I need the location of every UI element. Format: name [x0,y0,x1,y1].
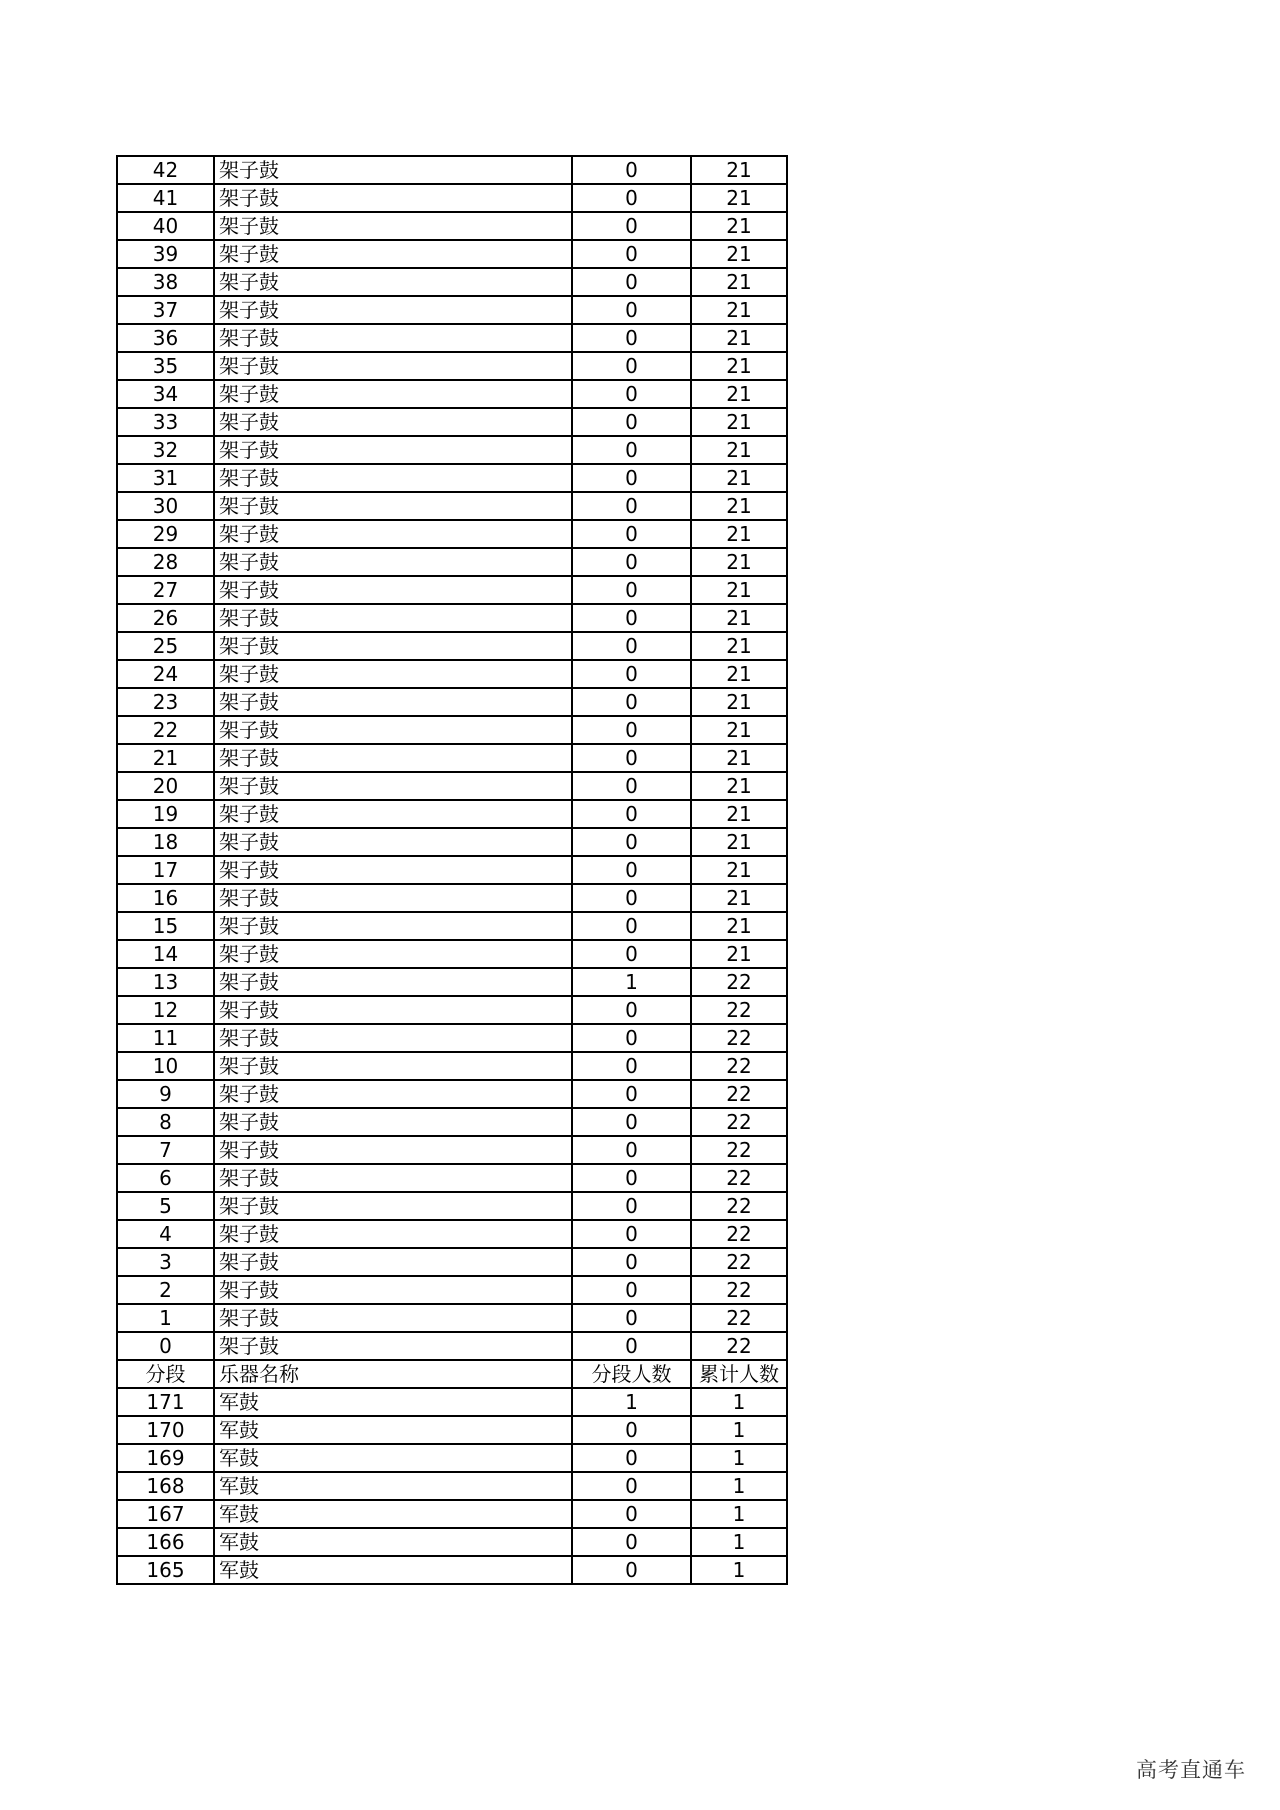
instrument-cell: 架子鼓 [214,744,572,772]
score-cell: 40 [117,212,214,240]
score-cell: 41 [117,184,214,212]
instrument-cell: 架子鼓 [214,492,572,520]
score-cell: 16 [117,884,214,912]
score-cell: 26 [117,604,214,632]
table-row [117,1416,787,1444]
score-cell: 169 [117,1444,214,1472]
segment-count-cell: 0 [572,240,691,268]
segment-count-cell: 0 [572,464,691,492]
table-row [117,1220,787,1248]
segment-count-cell: 0 [572,268,691,296]
segment-count-cell: 0 [572,884,691,912]
table-row [117,352,787,380]
table-row [117,156,787,184]
cumulative-count-cell: 21 [691,324,787,352]
cumulative-count-cell: 1 [691,1416,787,1444]
table-row [117,324,787,352]
instrument-cell: 架子鼓 [214,912,572,940]
score-cell: 23 [117,688,214,716]
segment-count-cell: 0 [572,408,691,436]
score-cell: 31 [117,464,214,492]
instrument-cell: 架子鼓 [214,436,572,464]
table-row [117,1388,787,1416]
instrument-cell: 架子鼓 [214,156,572,184]
instrument-cell: 架子鼓 [214,324,572,352]
cumulative-count-cell: 21 [691,772,787,800]
segment-count-cell: 0 [572,1556,691,1584]
segment-count-cell: 0 [572,1500,691,1528]
table-row [117,492,787,520]
cumulative-count-cell: 1 [691,1444,787,1472]
cumulative-count-cell: 21 [691,492,787,520]
segment-count-cell: 0 [572,436,691,464]
cumulative-count-cell: 21 [691,156,787,184]
cumulative-count-cell: 21 [691,716,787,744]
segment-count-cell: 0 [572,1416,691,1444]
score-cell: 17 [117,856,214,884]
segment-count-cell: 0 [572,1164,691,1192]
instrument-cell: 军鼓 [214,1388,572,1416]
table-row [117,940,787,968]
score-cell: 6 [117,1164,214,1192]
segment-count-cell: 0 [572,1472,691,1500]
instrument-cell: 架子鼓 [214,856,572,884]
segment-count-cell: 0 [572,1080,691,1108]
segment-count-cell: 0 [572,744,691,772]
table-row [117,688,787,716]
table-row [117,268,787,296]
table-row [117,1304,787,1332]
table-row [117,408,787,436]
table-row [117,1528,787,1556]
table-row [117,884,787,912]
score-cell: 14 [117,940,214,968]
score-cell: 9 [117,1080,214,1108]
instrument-cell: 军鼓 [214,1444,572,1472]
segment-count-cell: 0 [572,1108,691,1136]
table-row [117,548,787,576]
score-cell: 20 [117,772,214,800]
score-cell: 11 [117,1024,214,1052]
table-row [117,520,787,548]
segment-count-cell: 0 [572,548,691,576]
segment-count-cell: 0 [572,1192,691,1220]
segment-count-cell: 0 [572,1444,691,1472]
segment-count-cell: 0 [572,492,691,520]
instrument-cell: 架子鼓 [214,884,572,912]
score-cell: 167 [117,1500,214,1528]
watermark: 高考直通车 [1136,1758,1246,1782]
table-row [117,632,787,660]
table-row [117,1080,787,1108]
score-cell: 42 [117,156,214,184]
score-cell: 35 [117,352,214,380]
instrument-cell: 架子鼓 [214,996,572,1024]
table-row [117,464,787,492]
score-cell: 22 [117,716,214,744]
cumulative-count-cell: 21 [691,520,787,548]
cumulative-count-cell: 21 [691,828,787,856]
segment-count-cell: 0 [572,212,691,240]
table-row [117,772,787,800]
cumulative-count-cell: 22 [691,996,787,1024]
score-cell: 13 [117,968,214,996]
table-row [117,1108,787,1136]
table-row [117,1276,787,1304]
table-row [117,1136,787,1164]
instrument-cell: 架子鼓 [214,1192,572,1220]
instrument-cell: 架子鼓 [214,520,572,548]
instrument-cell: 架子鼓 [214,1304,572,1332]
instrument-cell: 架子鼓 [214,1332,572,1360]
table-row [117,1052,787,1080]
score-cell: 分段 [117,1360,214,1388]
score-table-body [117,156,787,1584]
segment-count-cell: 1 [572,968,691,996]
segment-count-cell: 0 [572,380,691,408]
instrument-cell: 架子鼓 [214,1108,572,1136]
table-row [117,380,787,408]
instrument-cell: 架子鼓 [214,212,572,240]
cumulative-count-cell: 累计人数 [691,1360,787,1388]
cumulative-count-cell: 1 [691,1500,787,1528]
cumulative-count-cell: 22 [691,1164,787,1192]
score-cell: 24 [117,660,214,688]
instrument-cell: 军鼓 [214,1472,572,1500]
score-cell: 8 [117,1108,214,1136]
instrument-cell: 架子鼓 [214,604,572,632]
score-cell: 28 [117,548,214,576]
segment-count-cell: 0 [572,996,691,1024]
cumulative-count-cell: 1 [691,1556,787,1584]
instrument-cell: 架子鼓 [214,940,572,968]
segment-count-cell: 0 [572,632,691,660]
instrument-cell: 架子鼓 [214,1248,572,1276]
table-row [117,1556,787,1584]
instrument-cell: 架子鼓 [214,576,572,604]
segment-count-cell: 0 [572,324,691,352]
score-cell: 18 [117,828,214,856]
segment-count-cell: 0 [572,912,691,940]
segment-count-cell: 0 [572,1276,691,1304]
instrument-cell: 架子鼓 [214,1080,572,1108]
segment-count-cell: 0 [572,576,691,604]
table-row [117,1332,787,1360]
score-cell: 5 [117,1192,214,1220]
score-cell: 12 [117,996,214,1024]
instrument-cell: 乐器名称 [214,1360,572,1388]
score-cell: 37 [117,296,214,324]
segment-count-cell: 0 [572,1220,691,1248]
cumulative-count-cell: 22 [691,1304,787,1332]
instrument-cell: 架子鼓 [214,548,572,576]
table-row [117,1444,787,1472]
table-row [117,968,787,996]
segment-count-cell: 0 [572,184,691,212]
table-row [117,184,787,212]
segment-count-cell: 0 [572,1304,691,1332]
score-cell: 19 [117,800,214,828]
segment-count-cell: 0 [572,660,691,688]
instrument-cell: 架子鼓 [214,380,572,408]
instrument-cell: 架子鼓 [214,464,572,492]
score-cell: 168 [117,1472,214,1500]
cumulative-count-cell: 21 [691,296,787,324]
segment-count-cell: 0 [572,856,691,884]
score-cell: 15 [117,912,214,940]
cumulative-count-cell: 21 [691,212,787,240]
instrument-cell: 架子鼓 [214,352,572,380]
cumulative-count-cell: 21 [691,408,787,436]
table-row [117,212,787,240]
segment-count-cell: 0 [572,352,691,380]
instrument-cell: 架子鼓 [214,800,572,828]
instrument-cell: 架子鼓 [214,1024,572,1052]
cumulative-count-cell: 21 [691,856,787,884]
score-cell: 10 [117,1052,214,1080]
table-row [117,1500,787,1528]
score-cell: 3 [117,1248,214,1276]
instrument-cell: 架子鼓 [214,1164,572,1192]
segment-count-cell: 0 [572,604,691,632]
cumulative-count-cell: 21 [691,660,787,688]
cumulative-count-cell: 21 [691,548,787,576]
instrument-cell: 架子鼓 [214,968,572,996]
segment-count-cell: 0 [572,688,691,716]
score-cell: 32 [117,436,214,464]
table-row [117,604,787,632]
score-cell: 33 [117,408,214,436]
table-header-row [117,1360,787,1388]
cumulative-count-cell: 21 [691,240,787,268]
score-cell: 0 [117,1332,214,1360]
score-table [116,155,788,1585]
cumulative-count-cell: 21 [691,884,787,912]
score-cell: 30 [117,492,214,520]
score-cell: 2 [117,1276,214,1304]
segment-count-cell: 0 [572,716,691,744]
cumulative-count-cell: 22 [691,1220,787,1248]
table-row [117,1164,787,1192]
table-row [117,716,787,744]
score-cell: 170 [117,1416,214,1444]
cumulative-count-cell: 22 [691,1136,787,1164]
table-row [117,996,787,1024]
segment-count-cell: 1 [572,1388,691,1416]
segment-count-cell: 0 [572,1248,691,1276]
score-cell: 166 [117,1528,214,1556]
segment-count-cell: 0 [572,828,691,856]
segment-count-cell: 0 [572,156,691,184]
cumulative-count-cell: 21 [691,380,787,408]
cumulative-count-cell: 22 [691,1080,787,1108]
cumulative-count-cell: 21 [691,800,787,828]
segment-count-cell: 分段人数 [572,1360,691,1388]
instrument-cell: 架子鼓 [214,660,572,688]
segment-count-cell: 0 [572,1024,691,1052]
segment-count-cell: 0 [572,1136,691,1164]
cumulative-count-cell: 21 [691,604,787,632]
table-row [117,912,787,940]
table-row [117,1192,787,1220]
score-cell: 4 [117,1220,214,1248]
instrument-cell: 架子鼓 [214,408,572,436]
table-row [117,576,787,604]
table-row [117,800,787,828]
table-row [117,240,787,268]
cumulative-count-cell: 21 [691,688,787,716]
score-cell: 1 [117,1304,214,1332]
score-cell: 21 [117,744,214,772]
segment-count-cell: 0 [572,772,691,800]
instrument-cell: 架子鼓 [214,632,572,660]
cumulative-count-cell: 22 [691,968,787,996]
cumulative-count-cell: 1 [691,1472,787,1500]
instrument-cell: 军鼓 [214,1556,572,1584]
segment-count-cell: 0 [572,1052,691,1080]
score-cell: 25 [117,632,214,660]
cumulative-count-cell: 22 [691,1248,787,1276]
instrument-cell: 架子鼓 [214,268,572,296]
instrument-cell: 架子鼓 [214,296,572,324]
table-row [117,744,787,772]
table-row [117,856,787,884]
table-row [117,1248,787,1276]
table-row [117,828,787,856]
instrument-cell: 军鼓 [214,1500,572,1528]
segment-count-cell: 0 [572,940,691,968]
score-cell: 34 [117,380,214,408]
instrument-cell: 架子鼓 [214,828,572,856]
table-row [117,1024,787,1052]
segment-count-cell: 0 [572,1528,691,1556]
instrument-cell: 架子鼓 [214,1052,572,1080]
instrument-cell: 架子鼓 [214,1220,572,1248]
segment-count-cell: 0 [572,520,691,548]
score-cell: 39 [117,240,214,268]
instrument-cell: 架子鼓 [214,688,572,716]
instrument-cell: 架子鼓 [214,1276,572,1304]
cumulative-count-cell: 22 [691,1052,787,1080]
cumulative-count-cell: 22 [691,1108,787,1136]
instrument-cell: 架子鼓 [214,772,572,800]
cumulative-count-cell: 21 [691,184,787,212]
cumulative-count-cell: 21 [691,912,787,940]
table-row [117,660,787,688]
table-row [117,296,787,324]
cumulative-count-cell: 22 [691,1332,787,1360]
table-row [117,1472,787,1500]
score-cell: 29 [117,520,214,548]
cumulative-count-cell: 1 [691,1388,787,1416]
instrument-cell: 架子鼓 [214,716,572,744]
score-cell: 7 [117,1136,214,1164]
instrument-cell: 架子鼓 [214,1136,572,1164]
cumulative-count-cell: 21 [691,744,787,772]
score-cell: 171 [117,1388,214,1416]
instrument-cell: 军鼓 [214,1416,572,1444]
cumulative-count-cell: 1 [691,1528,787,1556]
segment-count-cell: 0 [572,296,691,324]
instrument-cell: 架子鼓 [214,240,572,268]
cumulative-count-cell: 21 [691,940,787,968]
cumulative-count-cell: 21 [691,268,787,296]
cumulative-count-cell: 22 [691,1024,787,1052]
cumulative-count-cell: 21 [691,436,787,464]
score-cell: 165 [117,1556,214,1584]
cumulative-count-cell: 21 [691,464,787,492]
instrument-cell: 架子鼓 [214,184,572,212]
score-cell: 36 [117,324,214,352]
segment-count-cell: 0 [572,800,691,828]
instrument-cell: 军鼓 [214,1528,572,1556]
score-cell: 38 [117,268,214,296]
cumulative-count-cell: 22 [691,1192,787,1220]
cumulative-count-cell: 21 [691,352,787,380]
score-cell: 27 [117,576,214,604]
cumulative-count-cell: 22 [691,1276,787,1304]
segment-count-cell: 0 [572,1332,691,1360]
cumulative-count-cell: 21 [691,576,787,604]
table-row [117,436,787,464]
cumulative-count-cell: 21 [691,632,787,660]
